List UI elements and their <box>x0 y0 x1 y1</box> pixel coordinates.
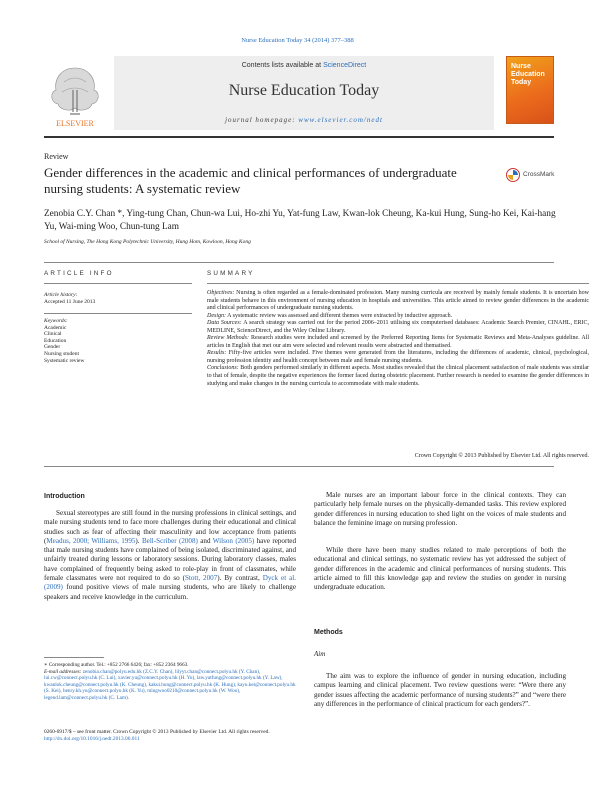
summary-methods <box>207 335 589 350</box>
keyword-item: Systematic review <box>44 357 85 364</box>
summary-rule <box>207 283 589 284</box>
aim-subheading: Aim <box>314 650 326 658</box>
homepage-line <box>114 116 494 124</box>
results-text: Fifty-five articles were included. Five themes were generated from the literatures, including the differences of academic, clinical, psychological, nursing profession identity and health concept between male and female nursing students. <box>207 350 589 364</box>
article-title: Gender differences in the academic and clinical performances of undergraduate nursing students: A systematic review <box>44 165 457 196</box>
citation-link[interactable]: Bell-Scriber (2008) <box>141 536 198 545</box>
journal-cover-image[interactable] <box>506 56 554 124</box>
sciencedirect-link[interactable]: ScienceDirect <box>323 62 367 69</box>
design-text: A systematic review was assessed and different themes were extracted by inductive approach. <box>226 312 453 319</box>
crossmark-label: CrossMark <box>523 171 555 178</box>
body-paragraph: Male nurses are an important labour force in the clinical contexts. They can particularly help female nurses on the physically-demanded tasks. This review explored gender differences in nursing education to shed light on the voices of male students and balance the feminine image on nursing profession. <box>314 491 566 527</box>
summary-conclusions <box>207 365 589 388</box>
keyword-item: Nursing student <box>44 350 79 357</box>
journal-header <box>44 56 554 130</box>
footnotes <box>44 662 296 701</box>
cover-title: Nurse Education Today <box>511 63 545 86</box>
contents-line <box>114 62 494 69</box>
intro-text-part: ). <box>135 536 142 545</box>
crossmark-icon <box>506 168 520 182</box>
citation-link[interactable]: Wilson (2005) <box>212 536 255 545</box>
intro-text-part: have reported that male nursing students have complained of being isolated, discriminated against, and unfairly treated during lessons or laboratory sessions. During laboratory classes, males have complained of frequently being asked to role-play in front of classmates, while female classmates were not required to do so ( <box>44 536 297 583</box>
elsevier-logo[interactable] <box>44 60 106 130</box>
design-label: Design: <box>207 312 226 319</box>
front-matter-line: 0260-6917/$ – see front matter. Crown Copyright © 2013 Published by Elsevier Ltd. All rights reserved. <box>44 729 270 735</box>
article-history <box>44 292 194 305</box>
methods-heading: Methods <box>314 629 343 636</box>
affiliation: School of Nursing, The Hong Kong Polytechnic University, Hung Hom, Kowloon, Hong Kong <box>44 239 251 245</box>
citation-link[interactable]: Meadus, 2000; Williams, 1995 <box>46 536 136 545</box>
page-footer <box>44 729 344 743</box>
elsevier-wordmark: ELSEVIER <box>56 119 94 128</box>
conclusions-text: Both genders performed similarly in different aspects. Most studies revealed that the clinical placement satisfaction of male students was similar to that of female, despite the negative experiences the former faced during obstetric placement. Further research is needed to examine the gender differences in studying and make changes in the nursing curricula to accommodate with male students. <box>207 365 589 387</box>
history-label: Article history: <box>44 292 78 298</box>
objectives-label: Objectives: <box>207 290 235 296</box>
crossmark-badge[interactable] <box>506 168 558 182</box>
keyword-item: Clinical <box>44 331 62 338</box>
email-links[interactable]: zenobia.chan@polyu.edu.hk (Z.C.Y. Chan), lilyyt.chan@connect.polyu.hk (Y. Chan), lui.cw@connect.polyu.hk (C. Lui), xavier.yu@connect.polyu.hk (H. Yu), law.yatfung@connect.polyu.hk (Y. Law), kwanlok.cheung@connect.polyu.hk (K. Cheung), kakui.hung@connect.polyu.hk (K. Hung), kayu.kei@connect.polyu.hk (S. Kei), henry.kh.yu@connect.polyu.hk (K. Yu), mingwoo0210@connect.polyu.hk (W. Woo), legend.lam@connect.polyu.hk (C. Lam). <box>44 668 296 701</box>
summary-objectives <box>207 290 589 313</box>
summary-results <box>207 350 589 365</box>
introduction-paragraph <box>44 509 296 602</box>
body-divider <box>44 466 554 467</box>
journal-citation-line[interactable]: Nurse Education Today 34 (2014) 377–388 <box>241 37 354 44</box>
keywords-rule <box>44 313 192 314</box>
footnote-rule <box>44 657 104 658</box>
homepage-prefix: journal homepage: <box>225 116 299 124</box>
journal-banner <box>114 56 494 130</box>
history-value: Accepted 11 June 2013 <box>44 298 96 305</box>
doi-link[interactable]: http://dx.doi.org/10.1016/j.nedt.2013.06.011 <box>44 736 140 742</box>
author-list: Zenobia C.Y. Chan *, Ying-tung Chan, Chun-wa Lui, Ho-zhi Yu, Yat-fung Law, Kwan-lok Cheung, Ka-kui Hung, Sung-ho Kei, Kai-hang Yu, Wai-ming Woo, Chun-tung Lam <box>44 209 556 232</box>
sources-text: A search strategy was carried out for the period 2006–2011 utilising six computerised databases: Academic Search Premier, CINAHL, ERIC, MEDLINE, ScienceDirect, and the Wiley Online Library. <box>207 320 589 334</box>
methods-label: Review Methods: <box>207 335 249 342</box>
summary-abstract <box>207 290 589 388</box>
introduction-heading: Introduction <box>44 493 85 500</box>
section-divider <box>44 262 554 263</box>
header-divider <box>44 136 554 138</box>
intro-text-part: and <box>197 536 213 545</box>
sources-label: Data Sources: <box>207 320 242 327</box>
objectives-text: Nursing is often regarded as a female-dominated profession. Many nursing curricula are received by mainly female students. It is uncertain how male students behave in this environment of nursing education in hospitals and universities. This article aimed to review gender differences in the academic and clinical performances of undergraduate nursing students. <box>207 290 589 312</box>
keyword-item: Academic <box>44 324 67 331</box>
article-info-rule <box>44 283 192 284</box>
body-paragraph: While there have been many studies related to male perceptions of both the educational and clinical settings, no systematic review has yet addressed the subject of gender differences in the academic and clinical performances of nursing students. This article aimed to fill this knowledge gap and review the studies on gender in nursing undergraduate education. <box>314 546 566 592</box>
intro-text-part: found positive views of male nursing students, who are likely to challenge speakers and receive knowledge in the curriculum. <box>44 583 296 601</box>
keyword-item: Education <box>44 337 67 344</box>
summary-sources <box>207 320 589 335</box>
citation-link[interactable]: Stott, 2007 <box>184 574 218 583</box>
email-label: E-mail addresses: <box>44 668 82 675</box>
corresponding-author-note: ∗ Corresponding author. Tel.: +852 2766 6426; fax: +852 2364 9663. <box>44 662 189 668</box>
article-info-heading: ARTICLE INFO <box>44 270 114 277</box>
methods-text: Research studies were included and screened by the Preferred Reporting Items for Systematic Reviews and Meta-Analyses guideline. All articles in English that met our aim were selected and relevant results were abstracted and thematised. <box>207 335 589 349</box>
article-type: Review <box>44 152 69 161</box>
results-label: Results: <box>207 350 227 357</box>
citation-link[interactable]: Dyck et al. (2009) <box>44 574 296 592</box>
intro-text-part: ). By contrast, <box>217 574 263 583</box>
contents-prefix: Contents lists available at <box>241 62 324 69</box>
aim-paragraph: The aim was to explore the influence of gender in nursing education, including campus learning and clinical placement. Two review questions were: “Were there any gender issues affecting the academic performance of nursing students?” and “were there any differences in the performance of clinical practicum for each genders?”. <box>314 672 566 708</box>
summary-copyright: Crown Copyright © 2013 Published by Elsevier Ltd. All rights reserved. <box>414 453 589 459</box>
keywords-block <box>44 318 194 364</box>
conclusions-label: Conclusions: <box>207 365 239 372</box>
intro-text-part: Sexual stereotypes are still found in the nursing professions in clinical settings, and male nursing students tend to face more challenges during their educational and clinical studies such as fear of affecting their masculinity and low acceptance from patients ( <box>44 509 296 545</box>
keywords-label: Keywords: <box>44 318 68 324</box>
journal-title: Nurse Education Today <box>228 82 380 99</box>
homepage-link[interactable]: www.elsevier.com/nedt <box>298 116 383 124</box>
summary-heading: SUMMARY <box>207 270 255 277</box>
email-note <box>44 669 296 702</box>
keyword-item: Gender <box>44 344 61 351</box>
